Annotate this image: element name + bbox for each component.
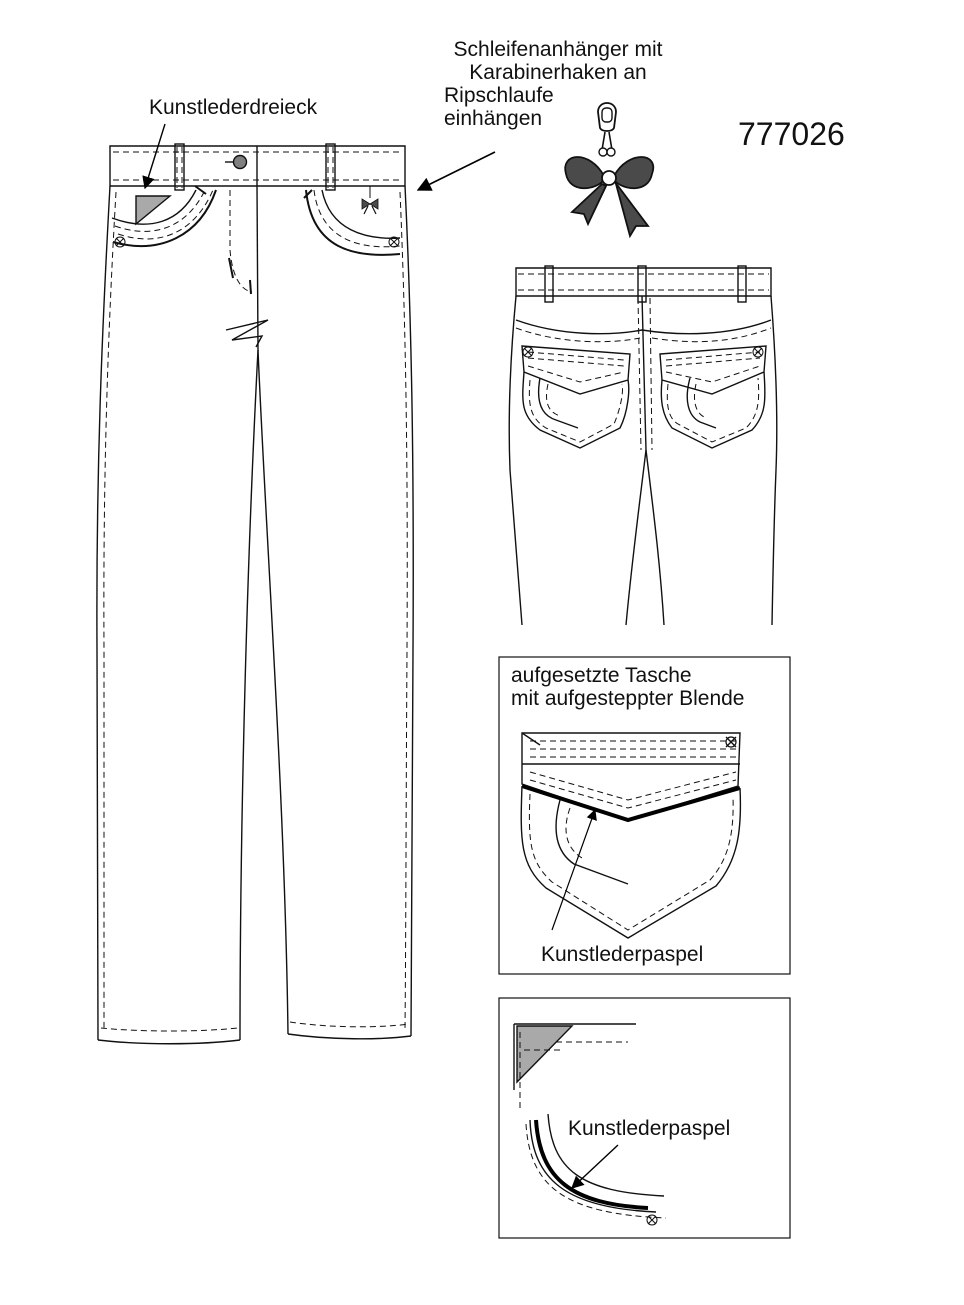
back-view xyxy=(509,266,777,625)
label-piping-pocket: Kunstlederpaspel xyxy=(541,943,704,966)
back-pocket-left xyxy=(522,346,630,448)
rivet-icon xyxy=(753,347,763,357)
pendant-line-1: Schleifenanhänger mit xyxy=(453,38,663,61)
label-pocket-detail xyxy=(511,664,744,710)
piping-leader-arrow-2 xyxy=(572,1145,618,1188)
style-number: 777026 xyxy=(738,116,845,152)
waist-button xyxy=(225,156,247,169)
label-faux-leather-triangle: Kunstlederdreieck xyxy=(149,96,318,119)
pocket-detail-line-2: mit aufgesteppter Blende xyxy=(511,687,745,710)
back-waistband xyxy=(516,266,771,302)
triangle-leader-arrow xyxy=(145,124,165,188)
front-pocket-left xyxy=(112,186,216,247)
front-belt-loops xyxy=(175,144,335,190)
front-pocket-right xyxy=(304,186,400,255)
small-bow-charm-icon xyxy=(362,186,378,214)
label-pendant-instruction xyxy=(428,38,688,130)
pendant-leader-arrow xyxy=(418,152,495,190)
faux-leather-triangle-detail xyxy=(517,1026,572,1082)
pendant-line-4: einhängen xyxy=(444,107,543,130)
rivet-icon xyxy=(726,737,736,747)
pocket-detail-line-1: aufgesetzte Tasche xyxy=(511,664,692,687)
front-leg-outline xyxy=(97,186,413,1044)
pendant-line-2: Karabinerhaken an xyxy=(469,61,647,84)
back-outline xyxy=(509,296,777,625)
label-piping-front: Kunstlederpaspel xyxy=(568,1117,731,1140)
back-pocket-right xyxy=(660,346,766,448)
front-fly xyxy=(226,190,268,347)
rivet-icon xyxy=(647,1215,657,1225)
front-waistband xyxy=(110,146,405,186)
front-view xyxy=(97,144,413,1044)
pendant-line-3: Ripschlaufe xyxy=(444,84,554,107)
